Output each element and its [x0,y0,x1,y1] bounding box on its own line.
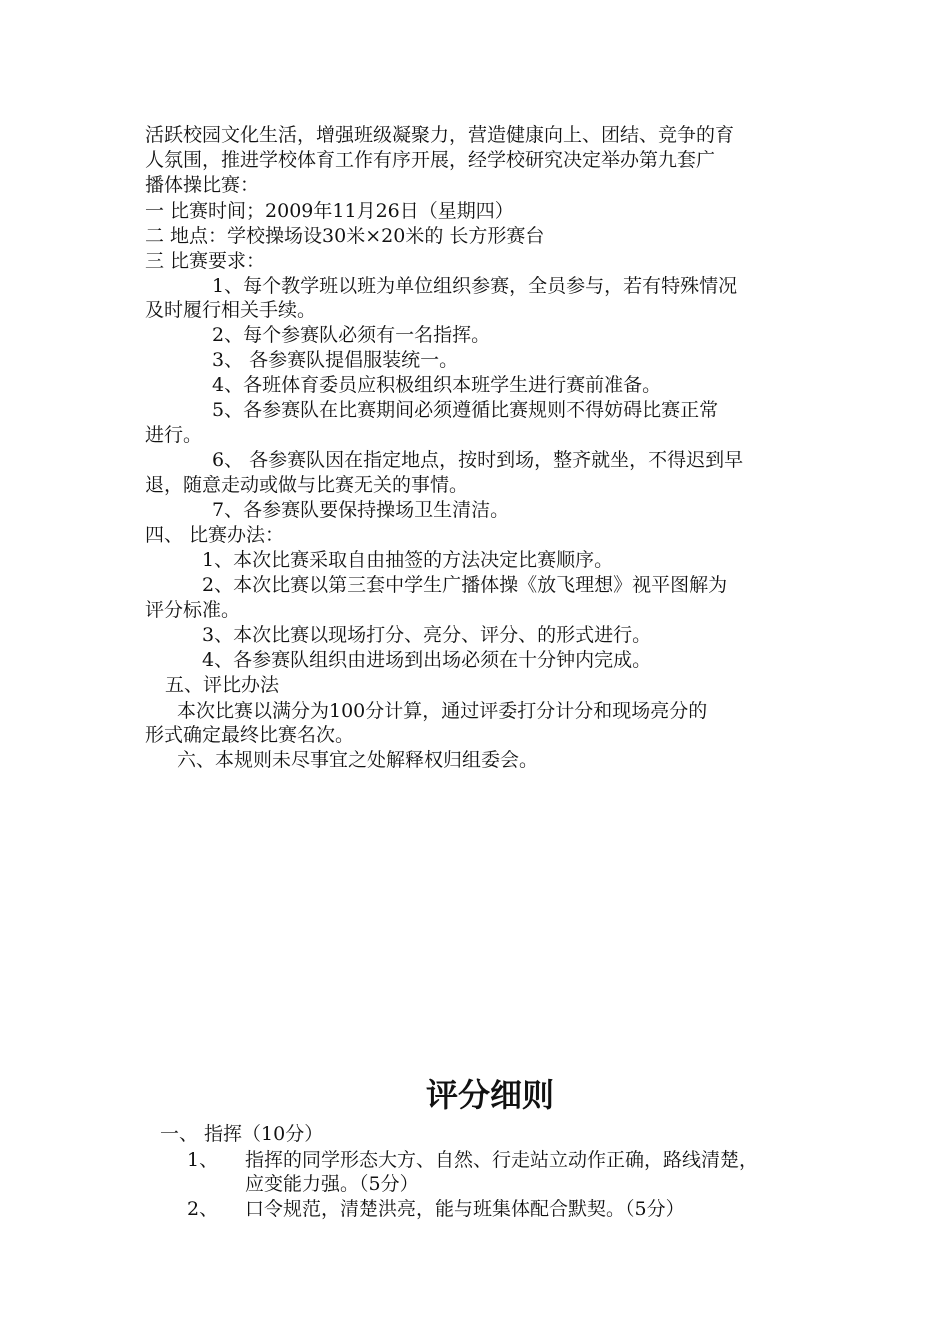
requirements-heading: 三 比赛要求： [145,250,266,272]
method-item: 4、各参赛队组织由进场到出场必须在十分钟内完成。 [202,649,652,671]
evaluation-line: 本次比赛以满分为100分计算，通过评委打分计分和现场亮分的 [177,700,708,722]
scoring-title: 评分细则 [425,1076,554,1114]
intro-line-1: 活跃校园文化生活，增强班级凝聚力，营造健康向上、团结、竞争的育 [145,124,735,146]
requirement-item: 5、各参赛队在比赛期间必须遵循比赛规则不得妨碍比赛正常 [212,399,719,421]
requirement-item: 进行。 [145,424,203,446]
method-item: 1、本次比赛采取自由抽签的方法决定比赛顺序。 [202,549,614,571]
method-item: 2、本次比赛以第三套中学生广播体操《放飞理想》视平图解为 [202,574,728,596]
time-line: 一 比赛时间；2009年11月26日（星期四） [145,200,514,222]
evaluation-line: 形式确定最终比赛名次。 [145,724,355,746]
method-item: 3、本次比赛以现场打分、亮分、评分、的形式进行。 [202,624,652,646]
final-rule: 六、本规则未尽事宜之处解释权归组委会。 [177,749,539,771]
requirement-item: 及时履行相关手续。 [145,299,317,321]
requirement-item: 4、各班体育委员应积极组织本班学生进行赛前准备。 [212,374,662,396]
scoring-item-text: 指挥的同学形态大方、自然、行走站立动作正确，路线清楚， [245,1149,759,1171]
requirement-item: 退，随意走动或做与比赛无关的事情。 [145,474,469,496]
requirement-item: 7、各参赛队要保持操场卫生清洁。 [212,499,510,521]
intro-line-2: 人氛围，推进学校体育工作有序开展，经学校研究决定举办第九套广 [145,149,716,171]
requirement-item: 3、 各参赛队提倡服装统一。 [212,349,459,371]
scoring-section-heading: 一、 指挥（10分） [160,1123,324,1145]
scoring-item-number: 1、 [187,1149,219,1171]
scoring-item-text: 口令规范，清楚洪亮，能与班集体配合默契。（5分） [245,1198,685,1220]
place-line: 二 地点：学校操场设30米×20米的 长方形赛台 [145,225,545,247]
scoring-item-text: 应变能力强。（5分） [245,1173,419,1195]
requirement-item: 6、 各参赛队因在指定地点，按时到场，整齐就坐，不得迟到早 [212,449,744,471]
requirement-item: 2、每个参赛队必须有一名指挥。 [212,324,491,346]
requirement-item: 1、每个教学班以班为单位组织参赛，全员参与，若有特殊情况 [212,275,738,297]
scoring-item-number: 2、 [187,1198,219,1220]
methods-heading: 四、 比赛办法： [145,524,285,546]
intro-line-3: 播体操比赛： [145,174,260,196]
method-item: 评分标准。 [145,599,241,621]
evaluation-heading: 五、评比办法 [165,674,280,696]
